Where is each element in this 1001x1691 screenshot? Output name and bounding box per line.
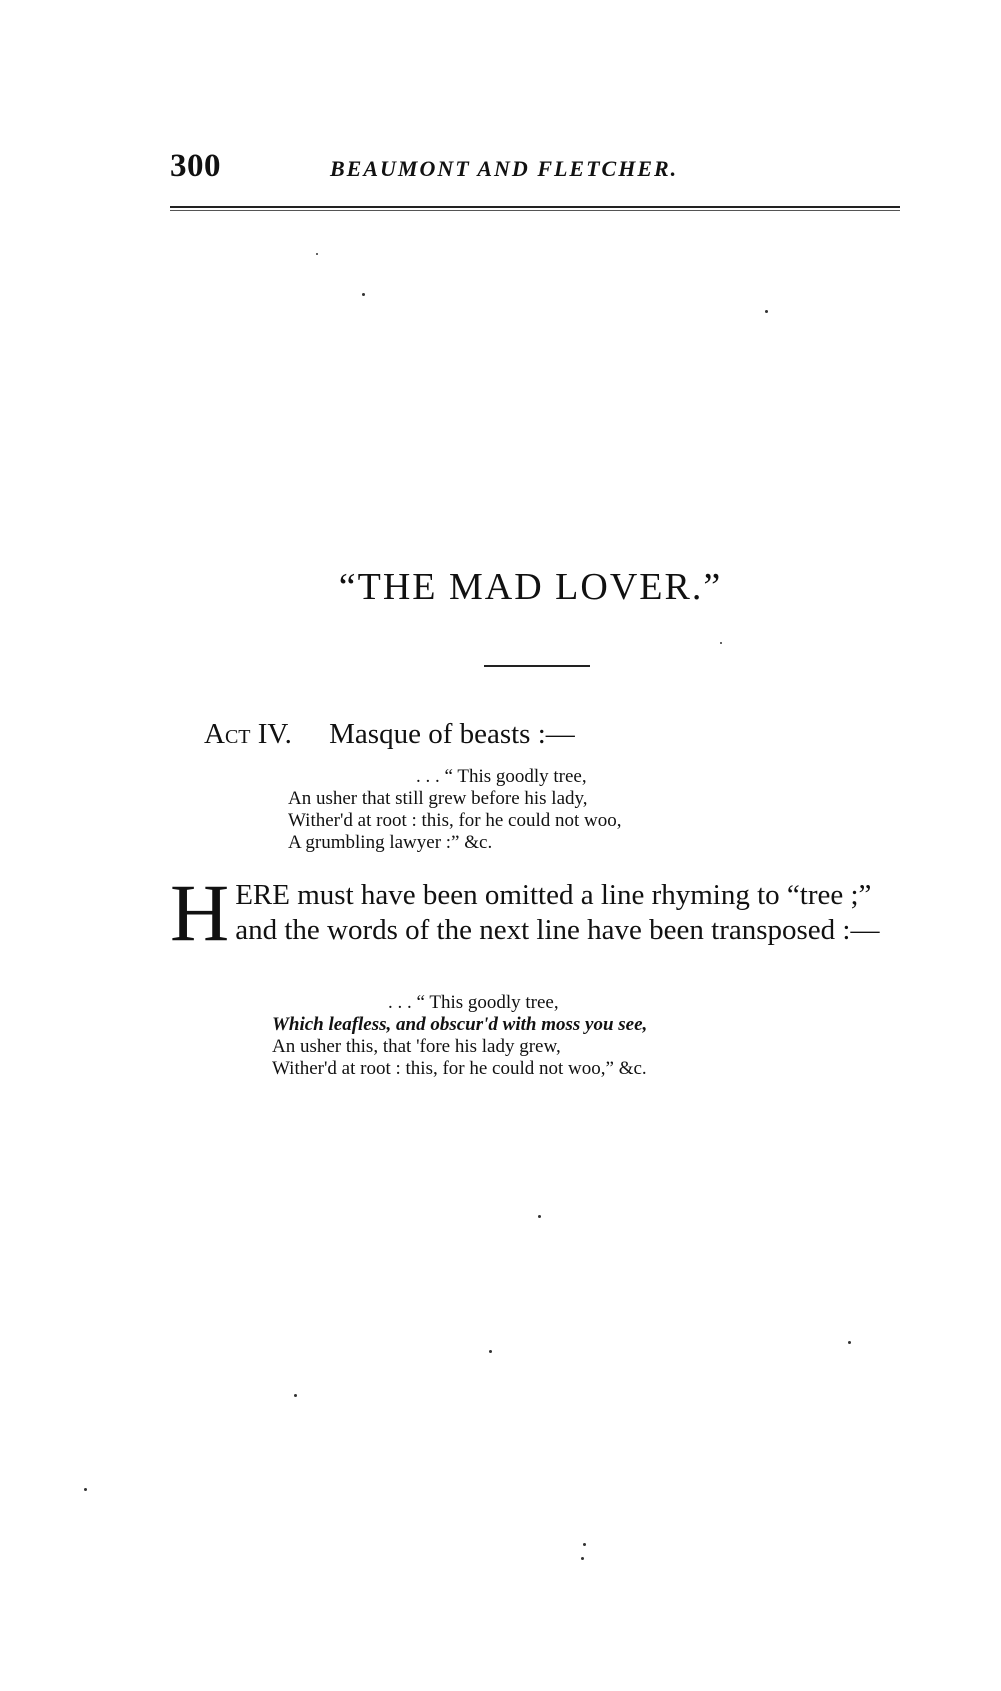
verse-line: An usher this, that 'fore his lady grew, xyxy=(272,1036,561,1057)
header-rule-secondary xyxy=(170,210,900,211)
print-speck xyxy=(316,253,318,255)
commentary-paragraph xyxy=(170,867,905,958)
verse-line: Wither'd at root : this, for he could not woo,” &c. xyxy=(272,1058,647,1079)
verse-line: . . . “ This goodly tree, xyxy=(416,766,587,787)
title-rule xyxy=(484,665,590,667)
play-title: “THE MAD LOVER.” xyxy=(338,566,723,608)
verse-line: Wither'd at root : this, for he could not woo, xyxy=(288,810,622,831)
paragraph-text: ERE must have been omitted a line rhyming to “tree ;” and the words of the next line have been transposed :— xyxy=(235,879,880,946)
original-quotation xyxy=(288,766,622,854)
verse-line: A grumbling lawyer :” &c. xyxy=(288,832,493,853)
verse-line: An usher that still grew before his lady, xyxy=(288,788,588,809)
act-heading xyxy=(204,718,575,751)
print-speck xyxy=(489,1350,492,1353)
page-number: 300 xyxy=(170,148,221,184)
print-speck xyxy=(583,1543,586,1546)
print-speck xyxy=(84,1488,87,1491)
verse-line-added: Which leafless, and obscur'd with moss you see, xyxy=(272,1014,648,1035)
running-header xyxy=(170,148,900,188)
verse-line: . . . “ This goodly tree, xyxy=(388,992,559,1013)
running-title: BEAUMONT AND FLETCHER. xyxy=(330,156,679,181)
print-speck xyxy=(538,1215,541,1218)
print-speck xyxy=(362,293,365,296)
print-speck xyxy=(581,1557,584,1560)
act-subject: Masque of beasts :— xyxy=(329,718,575,750)
print-speck xyxy=(848,1341,851,1344)
print-speck xyxy=(720,642,722,644)
print-speck xyxy=(765,310,768,313)
print-speck xyxy=(294,1394,297,1397)
header-rule xyxy=(170,206,900,208)
emended-quotation xyxy=(272,992,647,1080)
act-label: Act IV. xyxy=(204,718,292,750)
drop-cap: H xyxy=(170,867,230,958)
